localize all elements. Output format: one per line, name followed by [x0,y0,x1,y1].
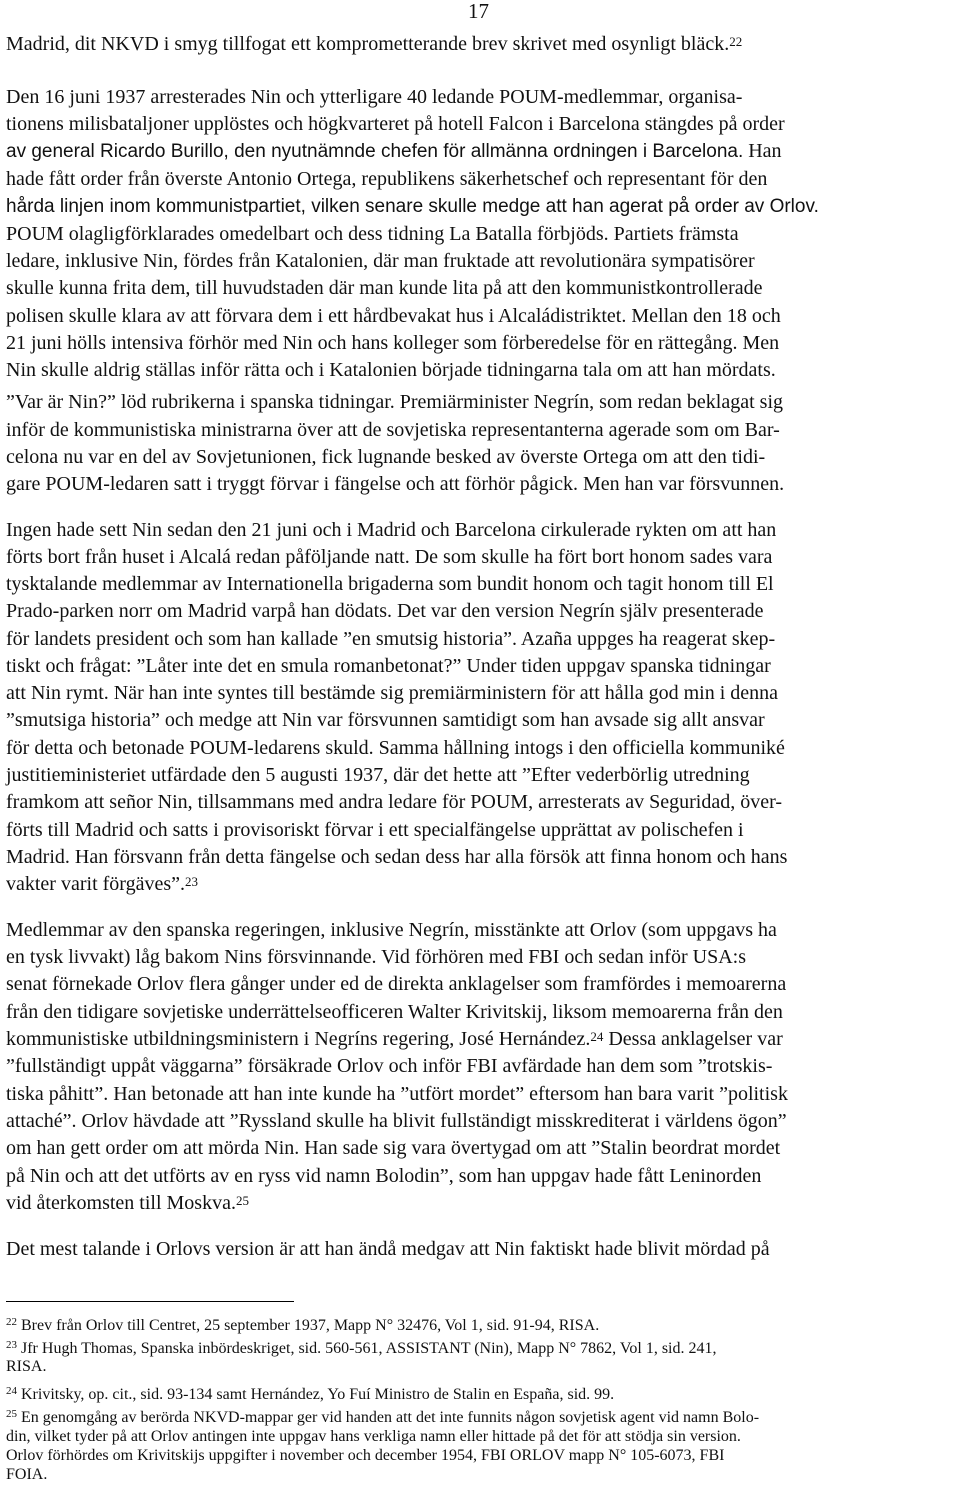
text-line [6,762,750,788]
text-line [6,444,765,470]
text-line [6,389,783,415]
text-run: Brev från Orlov till Centret, 25 september 1937, Mapp N° 32476, Vol 1, sid. 91-94, RISA. [17,1317,600,1334]
text-line [6,1163,761,1189]
text-run: Dessa anklagelser var [603,1028,783,1050]
text-run: kommunistiske utbildningsministern i Negríns regering, José Hernández. [6,1028,591,1050]
text-line [6,1108,787,1134]
text-run: förts till Madrid och satts i provisoriskt förvar i ett specialfängelse upprättat av polischefen i [6,819,744,841]
text-run: en tysk livvakt) låg bakom Nins försvinnande. Vid förhören med FBI och sedan inför USA:s [6,946,746,968]
footnote-marker: 23 [185,874,198,889]
text-line [6,221,739,247]
text-line [6,917,777,943]
text-line [6,789,782,815]
text-run: POUM olagligförklarades omedelbart och dess tidning La Batalla förbjöds. [6,223,609,245]
text-line [6,1135,780,1161]
page-number: 17 [468,0,489,23]
text-line [6,1053,772,1079]
footnote-line [6,1316,599,1335]
text-run: din, vilket tyder på att Orlov antingen inte uppgav hans verkliga namn eller hittade på det för att stödja sin version. [6,1428,741,1445]
text-line [6,626,775,652]
text-run: Krivitsky, op. cit., sid. 93-134 samt Hernández, Yo Fuí Ministro de Stalin en España, sid. 99. [17,1386,615,1403]
text-run: Det mest talande i Orlovs version är att han ändå medgav att Nin faktiskt hade blivit mördad på [6,1238,770,1260]
footnote-marker: 24 [590,1029,604,1044]
text-line [6,471,784,497]
text-run: Orlov förhördes om Krivitskijs uppgifter i november och december 1954, FBI ORLOV mapp N° 105-6073, FBI [6,1447,725,1464]
text-run: Prado-parken norr om Madrid varpå han dödats. Det var den version Negrín själv presenterade [6,600,764,622]
text-run: Han [743,140,782,162]
text-run: Den 16 juni 1937 arresterades Nin och ytterligare 40 ledande POUM-medlemmar, organisa- [6,86,743,108]
text-run: ”fullständigt uppåt väggarna” försäkrade Orlov och inför FBI avfärdade han dem som ”trotskis- [6,1055,773,1077]
text-run: Madrid. Han försvann från detta fängelse och sedan dess har alla försök att finna honom och hans [6,846,788,868]
text-run: tiskt och frågat: ”Låter inte det en smula romanbetonat?” Under tiden uppgav spanska tidningar [6,655,771,677]
text-run: hårda linjen inom kommunistpartiet, vilken senare skulle medge att han agerat på order av Orlov. [6,196,819,217]
text-run: tionens milisbataljoner upplöstes och högkvarteret på hotell Falcon i Barcelona stängdes på order [6,113,785,135]
footnote-divider [6,1301,294,1302]
footnote-line [6,1357,46,1376]
text-line [6,275,762,301]
text-run: Jfr Hugh Thomas, Spanska inbördeskriget, sid. 560-561, ASSISTANT (Nin), Mapp N° 7862, Vol 1, sid. 241, [17,1340,717,1357]
text-run: FOIA. [6,1466,48,1483]
text-line [6,166,767,192]
footnote-marker: 22 [729,34,743,49]
text-run: senat förnekade Orlov flera gånger under ed de direkta anklagelser som framfördes i memoarerna [6,973,787,995]
footnote-marker: 23 [6,1339,17,1351]
text-line [6,111,785,137]
text-run: Medlemmar av den spanska regeringen, inklusive Negrín, misstänkte att Orlov (som uppgavs ha [6,919,777,941]
text-line [6,303,781,329]
text-run: gare POUM-ledaren satt i tryggt förvar i fängelse och att förhör pågick. Men han var försvunnen. [6,473,785,495]
footnote-line [6,1385,614,1404]
footnote-line [6,1465,47,1484]
text-run: förts bort från huset i Alcalá redan påföljande natt. De som skulle ha fört bort honom sades vara [6,546,773,568]
text-run: ”Var är Nin?” löd rubrikerna i spanska tidningar. [6,391,395,413]
text-run: på Nin och att det utförts av en ryss vid namn Bolodin”, som han uppgav hade fått Leninorden [6,1165,762,1187]
text-run: framkom att señor Nin, tillsammans med andra ledare för POUM, arresterats av Seguridad, över- [6,791,783,813]
text-line [6,817,744,843]
text-run: En genomgång av berörda NKVD-mappar ger vid handen att det inte funnits någon sovjetisk agent vid namn Bolo- [17,1409,760,1426]
text-run: Ingen hade sett Nin sedan den 21 juni och i Madrid och Barcelona cirkulerade rykten om att han [6,519,777,541]
text-line [6,417,780,443]
text-run: av general Ricardo Burillo, den nyutnämnde chefen för allmänna ordningen i Barcelona. [6,141,744,162]
text-run: för detta och betonade POUM-ledarens skuld. Samma hållning intogs i den officiella kommuniké [6,737,785,759]
text-line [6,1081,788,1107]
text-line [6,248,755,274]
footnote-line [6,1427,741,1446]
text-run: skulle kunna frita dem, till huvudstaden där man kunde lita på att den kommunistkontrollerade [6,277,763,299]
text-run: vid återkomsten till Moskva. [6,1192,236,1214]
text-run: inför de kommunistiska ministrarna över att de sovjetiska representanterna agerade som om Bar- [6,419,780,441]
text-line [6,517,776,543]
text-line [6,1236,770,1262]
text-run: ledare, inklusive Nin, fördes från Katalonien, där man fruktade att revolutionära sympatisörer [6,250,755,272]
text-line [6,138,782,165]
text-line [6,193,819,220]
text-line [6,571,774,597]
text-line [6,735,785,761]
text-line [6,871,198,897]
text-run: hade fått order från överste Antonio Ortega, republikens säkerhetschef och representant för den [6,168,768,190]
footnote-marker: 25 [235,1193,249,1208]
text-run: attaché”. Orlov hävdade att ”Ryssland skulle ha blivit fullständigt misskrediterat i världens ögon” [6,1110,787,1132]
text-line [6,84,742,110]
footnote-line [6,1339,716,1358]
text-line [6,31,742,57]
text-line [6,844,787,870]
text-run: tiska påhitt”. Han betonade att han inte kunde ha ”utfört mordet” eftersom han bara varit ”politisk [6,1083,788,1105]
text-run: 21 juni hölls intensiva förhör med Nin och hans kolleger som förberedelse för en rättegång. Men [6,332,780,354]
text-line [6,680,778,706]
text-line [6,544,772,570]
text-run: om han gett order om att mörda Nin. Han sade sig vara övertygad om att ”Stalin beordrat mordet [6,1137,781,1159]
text-line [6,653,771,679]
text-run: ”smutsiga historia” och medge att Nin var försvunnen samtidigt som han avsade sig allt ansvar [6,709,765,731]
footnote-marker: 25 [6,1408,17,1420]
footnote-line [6,1446,724,1465]
text-line [6,330,779,356]
text-run: från den tidigare sovjetiske underrättelseofficeren Walter Krivitskij, liksom memoarerna från den [6,1001,783,1023]
text-run: Premiärminister Negrín, som redan beklagat sig [394,391,783,413]
text-line [6,1190,249,1216]
text-run: Partiets främsta [608,223,739,245]
text-line [6,944,746,970]
text-run: justitieministeriet utfärdade den 5 augusti 1937, där det hette att ”Efter vederbörlig utredning [6,764,750,786]
text-run: celona nu var en del av Sovjetunionen, fick lugnande besked av överste Ortega om att den tidi- [6,446,766,468]
text-line [6,598,764,624]
text-run: RISA. [6,1358,47,1375]
footnote-line [6,1408,759,1427]
text-run: vakter varit förgäves”. [6,873,185,895]
footnote-marker: 24 [6,1385,17,1397]
text-line [6,707,765,733]
text-line [6,971,786,997]
text-run: Madrid, dit NKVD i smyg tillfogat ett komprometterande brev skrivet med osynligt bläck. [6,33,730,55]
text-line [6,357,776,383]
footnote-marker: 22 [6,1316,17,1328]
text-run: Nin skulle aldrig ställas inför rätta och i Katalonien började tidningarna tala om att han mördats. [6,359,776,381]
text-line [6,999,783,1025]
text-run: polisen skulle klara av att förvara dem i ett hårdbevakat hus i Alcaládistriktet. Mellan den 18 och [6,305,781,327]
text-run: för landets president och som han kallade ”en smutsig historia”. Azaña uppges ha reagerat skep- [6,628,776,650]
text-run: att Nin rymt. När han inte syntes till bestämde sig premiärministern för att hålla god min i denna [6,682,779,704]
text-line [6,1026,783,1052]
text-run: tysktalande medlemmar av Internationella brigaderna som bundit honom och tagit honom till El [6,573,774,595]
